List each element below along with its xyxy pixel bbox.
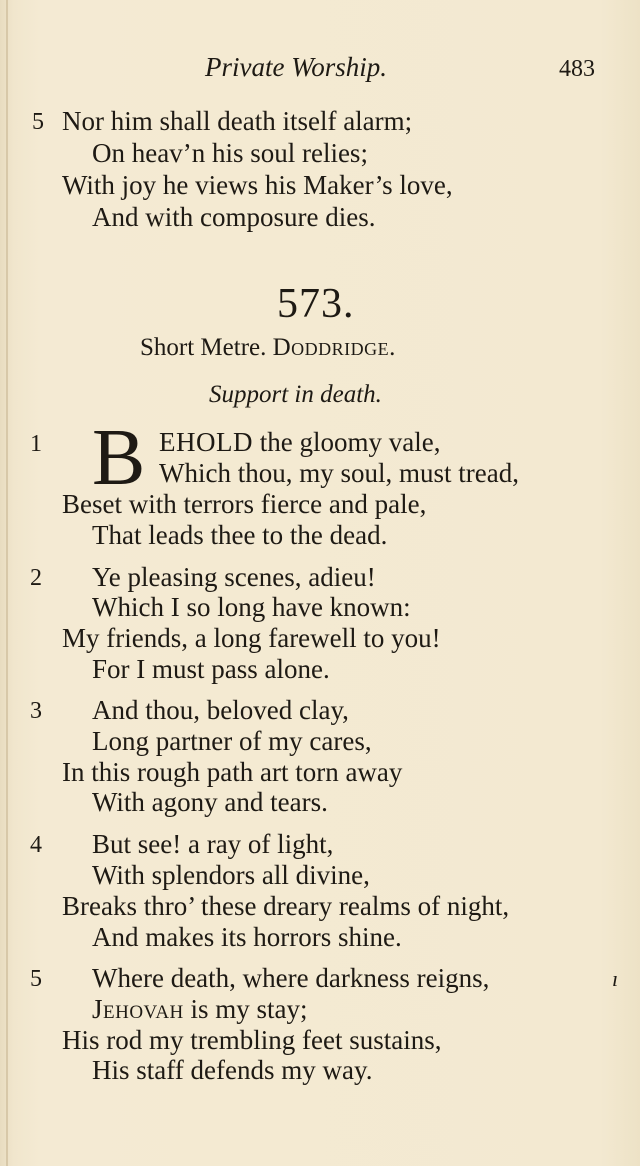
verse-line: His rod my trembling feet sustains,	[62, 1025, 442, 1055]
verse-line: Which I so long have known:	[92, 592, 411, 622]
verse-line: With joy he views his Maker’s love,	[62, 170, 453, 200]
verse-line: With splendors all divine,	[92, 860, 370, 890]
verse-line-tail: the gloomy vale,	[252, 427, 441, 457]
verse-line: In this rough path art torn away	[62, 757, 403, 787]
page-edge	[6, 0, 8, 1166]
drop-cap: B	[92, 414, 146, 502]
verse-line: Which thou, my soul, must tread,	[159, 458, 519, 488]
verse-line	[92, 993, 308, 1025]
verse-line: His staff defends my way.	[92, 1055, 373, 1085]
hymn-number: 573.	[277, 281, 355, 327]
verse-number: 3	[30, 698, 42, 724]
verse-line: Where death, where darkness reigns,	[92, 963, 490, 993]
verse-line: On heav’n his soul relies;	[92, 138, 368, 168]
hymn-title: Support in death.	[209, 381, 382, 408]
verse-line: Ye pleasing scenes, adieu!	[92, 562, 376, 592]
ink-mark: ı	[612, 966, 619, 991]
verse-line: And with composure dies.	[92, 202, 376, 232]
verse-line	[159, 426, 440, 458]
verse-line: Beset with terrors fierce and pale,	[62, 489, 427, 519]
hymn-author: Doddridge.	[272, 334, 396, 361]
drop-cap-rest: EHOLD	[159, 427, 253, 457]
verse-number: 4	[30, 832, 42, 858]
page-number: 483	[559, 56, 595, 82]
running-header: Private Worship.	[205, 52, 387, 82]
hymn-metre-author	[140, 334, 396, 362]
verse-line: But see! a ray of light,	[92, 829, 334, 859]
verse-number: 1	[30, 431, 42, 457]
verse-line: My friends, a long farewell to you!	[62, 623, 441, 653]
verse-line: And thou, beloved clay,	[92, 695, 349, 725]
divine-name: Jehovah	[92, 994, 184, 1024]
hymn-metre: Short Metre.	[140, 334, 267, 361]
verse-line: That leads thee to the dead.	[92, 520, 388, 550]
verse-line: For I must pass alone.	[92, 654, 330, 684]
verse-number: 5	[32, 109, 44, 135]
verse-line-tail: is my stay;	[183, 994, 308, 1024]
verse-number: 5	[30, 966, 42, 992]
verse-line: Long partner of my cares,	[92, 726, 372, 756]
verse-line: And makes its horrors shine.	[92, 922, 402, 952]
verse-number: 2	[30, 565, 42, 591]
verse-line: With agony and tears.	[92, 787, 328, 817]
verse-line: Nor him shall death itself alarm;	[62, 106, 413, 136]
verse-line: Breaks thro’ these dreary realms of night,	[62, 891, 510, 921]
